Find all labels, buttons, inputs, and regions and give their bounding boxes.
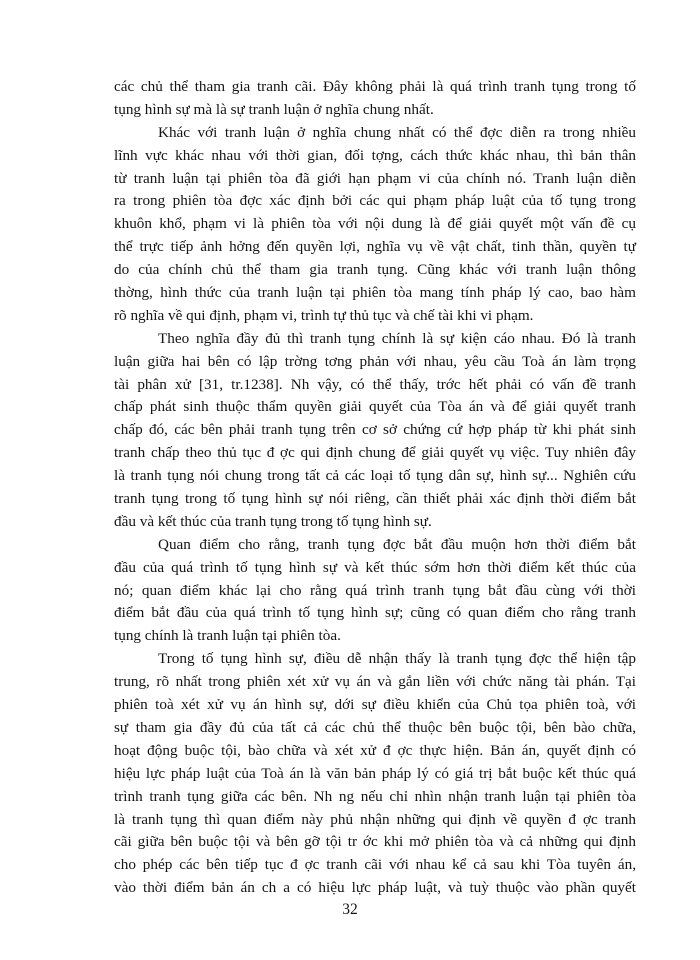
text-line: hoạt động buộc tội, bào chữa và xét xử đ ợc thực hiện. Bản án, quyết định có [114, 741, 636, 759]
text-line: khuôn khổ, phạm vi là phiên tòa với nội dung là để giải quyết một vấn đề cụ [114, 215, 636, 233]
text-line: đầu của quá trình tố tụng hình sự và kết thúc sớm hơn thời điểm kết thúc của [114, 558, 636, 576]
text-line: tranh chấp theo thủ tục đ ợc qui định chung để giải quyết vụ việc. Tuy nhiên đây [114, 444, 636, 462]
text-line: tranh tụng trong tố tụng hình sự nói riêng, cần thiết phải xác định thời điểm bắt [114, 490, 636, 508]
text-line: lĩnh vực khác nhau với thời gian, đối tợng, cách thức khác nhau, thì bản thân [114, 146, 636, 164]
text-line: luận giữa hai bên có lập trờng tơng phản với nhau, yêu cầu Toà án làm trọng [114, 352, 636, 370]
text-line: điểm bắt đầu của quá trình tố tụng hình sự; cũng có quan điểm cho rằng tranh [114, 604, 636, 622]
text-line: tài phân xử [31, tr.1238]. Nh vậy, có thể thấy, trớc hết phải có vấn đề tranh [114, 375, 636, 393]
text-line: là tranh tụng nói chung trong tất cả các loại tố tụng dân sự, hình sự... Nghiên cứu [114, 467, 636, 485]
page-number: 32 [342, 901, 358, 918]
text-line: thờng, hình thức của tranh luận tại phiên tòa mang tính pháp lý cao, bao hàm [114, 284, 636, 302]
text-line: Trong tố tụng hình sự, điều dễ nhận thấy là tranh tụng đợc thể hiện tập [158, 650, 636, 668]
text-line: ra trong phiên tòa đợc xác định bởi các qui phạm pháp luật của tố tụng trong [114, 192, 636, 210]
text-line: đầu và kết thúc của tranh tụng trong tố tụng hình sự. [114, 512, 432, 530]
text-line: hiệu lực pháp luật của Toà án là văn bản pháp lý có giá trị bắt buộc kết thúc quá [114, 764, 636, 782]
text-line: chấp phát sinh thuộc thẩm quyền giải quyết của Tòa án và để giải quyết tranh [114, 398, 636, 416]
text-line: cãi giữa bên buộc tội và bên gỡ tội tr ớc khi mở phiên tòa và cả những qui định [114, 833, 636, 851]
text-line: tụng chính là tranh luận tại phiên tòa. [114, 627, 341, 645]
text-line: vào thời điểm bản án ch a có hiệu lực pháp luật, và tuỳ thuộc vào phần quyết [114, 879, 636, 897]
text-line: chấp đó, các bên phải tranh tụng trên cơ sở chứng cứ hợp pháp từ khi phát sinh [114, 421, 636, 439]
text-line: Khác với tranh luận ở nghĩa chung nhất có thể đợc diễn ra trong nhiều [158, 123, 636, 141]
text-line: nó; quan điểm khác lại cho rằng quá trình tranh tụng bắt đầu cùng với thời [114, 581, 636, 599]
body-text [114, 76, 636, 900]
text-line: Quan điểm cho rằng, tranh tụng đợc bắt đầu muộn hơn thời điểm bắt [158, 535, 636, 553]
text-line: từ tranh luận tại phiên tòa đã giới hạn phạm vi của chính nó. Tranh luận diễn [114, 169, 636, 187]
text-line: cho phép các bên tiếp tục đ ợc tranh cãi với nhau kể cả sau khi Tòa tuyên án, [114, 856, 636, 874]
text-line: do của chính chủ thể tham gia tranh tụng. Cũng khác với tranh luận thông [114, 261, 636, 279]
text-line: trình tranh tụng giữa các bên. Nh ng nếu chỉ nhìn nhận tranh luận tại phiên tòa [114, 787, 636, 805]
text-line: là tranh tụng thì quan điểm này phủ nhận những qui định về quyền đ ợc tranh [114, 810, 636, 828]
text-line: sự tham gia đầy đủ của tất cả các chủ thể thuộc bên buộc tội, bên bào chữa, [114, 718, 636, 736]
text-line: phiên toà xét xử vụ án hình sự, dới sự điều khiển của Chủ tọa phiên toà, với [114, 696, 636, 714]
text-line: Theo nghĩa đầy đủ thì tranh tụng chính là sự kiện cáo nhau. Đó là tranh [158, 329, 636, 347]
text-line: thể trực tiếp ảnh hởng đến quyền lợi, nghĩa vụ về vật chất, tinh thần, quyền tự [114, 238, 636, 256]
text-line: rõ nghĩa về qui định, phạm vi, trình tự thủ tục và chế tài khi vi phạm. [114, 306, 534, 324]
text-line: tụng hình sự mà là sự tranh luận ở nghĩa chung nhất. [114, 100, 434, 118]
text-line: các chủ thể tham gia tranh cãi. Đây không phải là quá trình tranh tụng trong tố [114, 78, 636, 95]
text-line: trung, rõ nhất trong phiên xét xử vụ án và gắn liền với chức năng tài phán. Tại [114, 673, 636, 691]
